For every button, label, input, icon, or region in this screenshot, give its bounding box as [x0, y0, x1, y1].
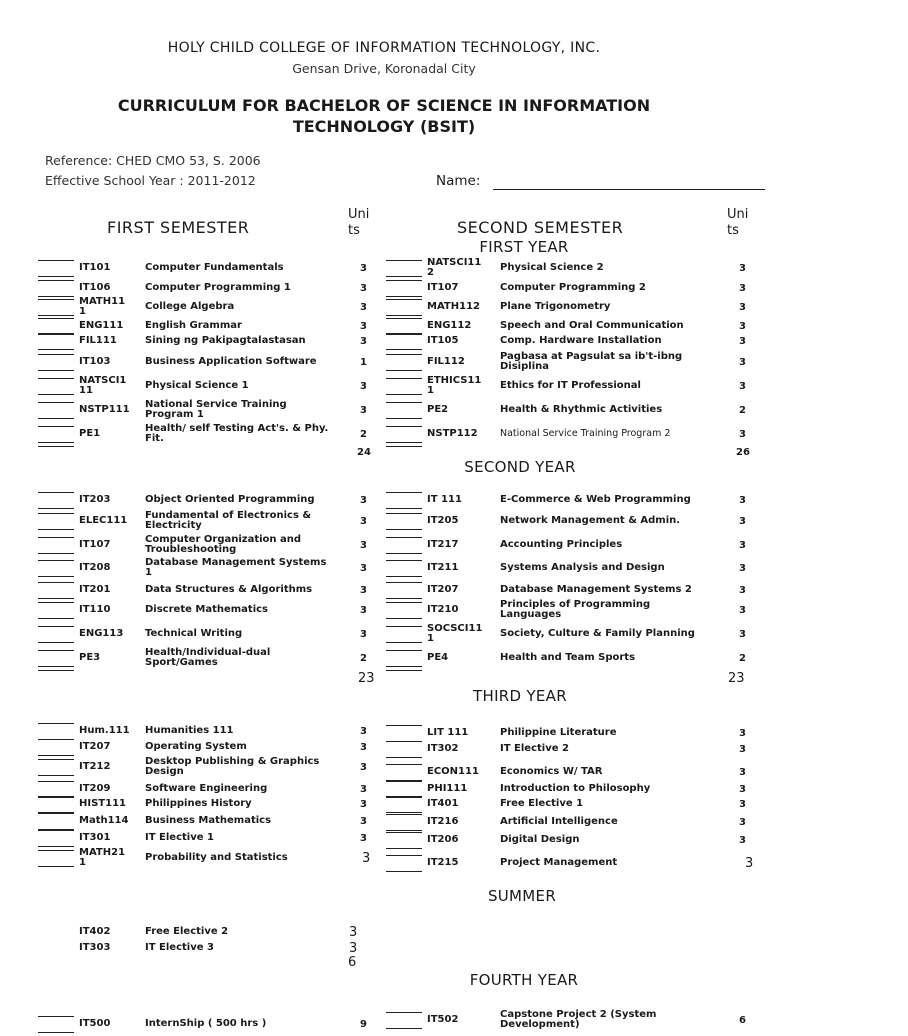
subject-units: 3 — [360, 562, 367, 574]
subject-description: Computer Fundamentals — [145, 262, 284, 273]
subject-code: ETHICS11 1 — [427, 375, 482, 396]
subject-description: Artificial Intelligence — [500, 816, 618, 827]
subject-units: 3 — [739, 335, 746, 347]
subject-code: NSTP111 — [79, 404, 130, 415]
subject-code: IT500 — [79, 1018, 111, 1029]
subject-code: IT 111 — [427, 494, 462, 505]
reference-text: Reference: CHED CMO 53, S. 2006 — [45, 153, 261, 168]
subject-code: FIL112 — [427, 356, 465, 367]
subject-code: PE1 — [79, 428, 101, 439]
subject-code: ENG111 — [79, 320, 124, 331]
subject-units: 3 — [360, 783, 367, 795]
subject-code: Math114 — [79, 815, 129, 826]
subject-description: Physical Science 1 — [145, 380, 249, 391]
subject-description: Digital Design — [500, 834, 580, 845]
subject-units: 3 — [739, 604, 746, 616]
subject-code: IT106 — [79, 282, 111, 293]
subject-description: Principles of Programming Languages — [500, 599, 651, 620]
subject-description: Business Mathematics — [145, 815, 272, 826]
subject-code: IT105 — [427, 335, 459, 346]
subject-units: 6 — [739, 1014, 746, 1026]
grade-blank-line[interactable] — [386, 378, 422, 395]
subject-units: 3 — [739, 380, 746, 392]
subject-description: Accounting Principles — [500, 539, 623, 550]
grade-blank-line[interactable] — [386, 537, 422, 554]
summer-heading: SUMMER — [487, 887, 557, 905]
subject-description: Introduction to Philosophy — [500, 783, 651, 794]
subject-description: Philippine Literature — [500, 727, 617, 738]
grade-blank-line[interactable] — [386, 582, 422, 599]
grade-blank-line[interactable] — [386, 602, 422, 619]
subject-units: 3 — [360, 584, 367, 596]
subject-description: Probability and Statistics — [145, 852, 288, 863]
subject-description: Business Application Software — [145, 356, 317, 367]
subject-units: 3 — [739, 584, 746, 596]
subject-units: 3 — [360, 628, 367, 640]
subject-code: NSTP112 — [427, 428, 478, 439]
subject-units: 3 — [739, 743, 746, 755]
subject-row — [0, 533, 768, 557]
subject-code: IT207 — [427, 584, 459, 595]
subject-code: IT401 — [427, 798, 459, 809]
subject-units: 9 — [360, 1018, 367, 1030]
grade-blank-line[interactable] — [386, 446, 422, 447]
subject-units: 3 — [360, 725, 367, 737]
subject-code: IT303 — [79, 942, 111, 953]
subject-row — [0, 646, 768, 670]
subject-units: 3 — [360, 539, 367, 551]
subject-description: Computer Programming 2 — [500, 282, 646, 293]
subject-units: 3 — [739, 515, 746, 527]
subject-code: IT302 — [427, 743, 459, 754]
grade-blank-line[interactable] — [386, 333, 422, 350]
grade-blank-line[interactable] — [386, 260, 422, 277]
subject-units: 3 — [739, 766, 746, 778]
subject-description: Discrete Mathematics — [145, 604, 269, 615]
subject-code: IT502 — [427, 1014, 459, 1025]
subject-description: IT Elective 1 — [145, 832, 214, 843]
subject-description: Network Management & Admin. — [500, 515, 681, 526]
subject-row — [0, 622, 768, 646]
subject-units: 3 — [739, 356, 746, 368]
school-name: HOLY CHILD COLLEGE OF INFORMATION TECHNOLOGY, INC. — [167, 40, 601, 56]
second-year-sem2-total: 23 — [728, 671, 745, 686]
name-field-line[interactable] — [493, 189, 765, 190]
subject-units: 3 — [349, 940, 358, 956]
subject-row — [0, 936, 768, 960]
units-heading-bottom: ts — [727, 223, 739, 238]
subject-units: 3 — [360, 380, 367, 392]
subject-code: Hum.111 — [79, 725, 130, 736]
subject-description: Database Management Systems 1 — [145, 557, 327, 578]
subject-units: 2 — [739, 652, 746, 664]
curriculum-title-line1: CURRICULUM FOR BACHELOR OF SCIENCE IN INFORMATION — [117, 96, 651, 115]
grade-blank-line[interactable] — [386, 560, 422, 577]
subject-description: Health and Team Sports — [500, 652, 636, 663]
subject-description: Health & Rhythmic Activities — [500, 404, 663, 415]
subject-description: Philippines History — [145, 798, 252, 809]
subject-code: HIST111 — [79, 798, 126, 809]
first-semester-heading: FIRST SEMESTER — [107, 218, 250, 237]
subject-code: NATSCI11 2 — [427, 257, 482, 278]
subject-description: Software Engineering — [145, 783, 268, 794]
subject-description: IT Elective 3 — [145, 942, 214, 953]
subject-description: Capstone Project 2 (System Development) — [500, 1009, 657, 1030]
summer-total: 6 — [348, 955, 357, 970]
subject-description: College Algebra — [145, 301, 235, 312]
subject-description: Object Oriented Programming — [145, 494, 315, 505]
name-label: Name: — [436, 173, 481, 189]
curriculum-title — [0, 95, 768, 137]
subject-code: SOCSCI11 1 — [427, 623, 483, 644]
subject-units: 3 — [360, 320, 367, 332]
subject-units: 3 — [360, 262, 367, 274]
subject-row — [0, 851, 768, 875]
subject-code: IT207 — [79, 741, 111, 752]
subject-description: Health/ self Testing Act's. & Phy. Fit. — [145, 423, 329, 444]
subject-units: 2 — [360, 652, 367, 664]
subject-row — [0, 1008, 768, 1032]
subject-code: IT209 — [79, 783, 111, 794]
subject-description: Humanities 111 — [145, 725, 234, 736]
grade-blank-line[interactable] — [38, 446, 74, 447]
subject-code: MATH11 1 — [79, 296, 126, 317]
subject-code: IT211 — [427, 562, 459, 573]
subject-row — [0, 509, 768, 533]
subject-description: Speech and Oral Communication — [500, 320, 684, 331]
subject-description: Society, Culture & Family Planning — [500, 628, 695, 639]
subject-units: 3 — [739, 301, 746, 313]
subject-code: PHI111 — [427, 783, 468, 794]
subject-description: E-Commerce & Web Programming — [500, 494, 691, 505]
subject-code: IT205 — [427, 515, 459, 526]
school-year-text: Effective School Year : 2011-2012 — [45, 173, 256, 188]
subject-row — [0, 398, 768, 422]
fourth-year-heading: FOURTH YEAR — [469, 971, 579, 989]
subject-units: 3 — [360, 604, 367, 616]
subject-code: IT210 — [427, 604, 459, 615]
school-address: Gensan Drive, Koronadal City — [292, 61, 476, 76]
subject-units: 3 — [360, 815, 367, 827]
subject-units: 3 — [360, 798, 367, 810]
subject-row — [0, 828, 768, 852]
subject-code: IT107 — [427, 282, 459, 293]
subject-description: Fundamental of Electronics & Electricity — [145, 510, 312, 531]
subject-code: ENG113 — [79, 628, 124, 639]
curriculum-title-line2: TECHNOLOGY (BSIT) — [292, 117, 476, 136]
second-year-sem1-total: 23 — [358, 671, 375, 686]
subject-units: 3 — [360, 335, 367, 347]
subject-code: FIL111 — [79, 335, 117, 346]
subject-units: 3 — [360, 761, 367, 773]
subject-code: PE3 — [79, 652, 101, 663]
subject-units: 3 — [360, 741, 367, 753]
subject-description: Sining ng Pakipagtalastasan — [145, 335, 306, 346]
grade-blank-line[interactable] — [386, 855, 422, 872]
subject-units: 3 — [739, 562, 746, 574]
subject-units: 3 — [360, 494, 367, 506]
subject-units: 3 — [745, 855, 754, 871]
subject-description: Data Structures & Algorithms — [145, 584, 313, 595]
subject-code: IT216 — [427, 816, 459, 827]
subject-row — [0, 422, 768, 446]
subject-units: 3 — [739, 494, 746, 506]
subject-units: 3 — [739, 798, 746, 810]
grade-blank-line[interactable] — [386, 741, 422, 758]
grade-blank-line[interactable] — [386, 650, 422, 667]
subject-description: National Service Training Program 1 — [145, 399, 287, 420]
grade-blank-line[interactable] — [38, 670, 74, 671]
grade-blank-line[interactable] — [386, 626, 422, 643]
subject-code: IT212 — [79, 761, 111, 772]
subject-code: MATH21 1 — [79, 847, 126, 868]
third-year-heading: THIRD YEAR — [473, 687, 567, 705]
subject-description: Comp. Hardware Installation — [500, 335, 662, 346]
subject-units: 3 — [739, 816, 746, 828]
units-heading-top: Uni — [348, 207, 370, 222]
units-heading-top: Uni — [727, 207, 749, 222]
subject-code: IT301 — [79, 832, 111, 843]
grade-blank-line[interactable] — [386, 402, 422, 419]
grade-blank-line[interactable] — [386, 426, 422, 443]
subject-description: Ethics for IT Professional — [500, 380, 641, 391]
units-heading-right — [727, 207, 748, 239]
subject-code: PE4 — [427, 652, 449, 663]
first-year-sem2-total: 26 — [736, 447, 750, 458]
subject-units: 2 — [360, 428, 367, 440]
subject-description: Free Elective 1 — [500, 798, 584, 809]
subject-units: 3 — [360, 301, 367, 313]
second-semester-heading: SECOND SEMESTER — [457, 218, 624, 237]
subject-units: 3 — [739, 428, 746, 440]
second-year-heading: SECOND YEAR — [464, 458, 576, 476]
subject-units: 3 — [739, 320, 746, 332]
subject-description: Free Elective 2 — [145, 926, 229, 937]
grade-blank-line[interactable] — [386, 670, 422, 671]
subject-units: 2 — [739, 404, 746, 416]
subject-units: 1 — [360, 356, 367, 368]
subject-units: 3 — [739, 783, 746, 795]
subject-description: Desktop Publishing & Graphics Design — [145, 756, 320, 777]
subject-description: Systems Analysis and Design — [500, 562, 665, 573]
subject-row — [0, 350, 768, 374]
units-heading-left — [348, 207, 369, 239]
grade-blank-line[interactable] — [386, 1012, 422, 1029]
subject-description: Technical Writing — [145, 628, 243, 639]
subject-units: 3 — [739, 262, 746, 274]
subject-units: 3 — [362, 850, 371, 866]
subject-units: 3 — [739, 282, 746, 294]
subject-description: Plane Trigonometry — [500, 301, 611, 312]
subject-description: National Service Training Program 2 — [500, 428, 671, 439]
subject-description: English Grammar — [145, 320, 242, 331]
subject-code: IT201 — [79, 584, 111, 595]
subject-row — [0, 737, 768, 761]
subject-code: NATSCI1 11 — [79, 375, 127, 396]
subject-description: InternShip ( 500 hrs ) — [145, 1018, 267, 1029]
first-year-heading: FIRST YEAR — [479, 238, 569, 256]
subject-units: 3 — [360, 832, 367, 844]
subject-code: IT217 — [427, 539, 459, 550]
subject-code: ELEC111 — [79, 515, 128, 526]
subject-code: LIT 111 — [427, 727, 469, 738]
subject-description: Project Management — [500, 857, 618, 868]
subject-code: IT206 — [427, 834, 459, 845]
subject-row — [0, 598, 768, 622]
subject-description: Database Management Systems 2 — [500, 584, 692, 595]
units-heading-bottom: ts — [348, 223, 360, 238]
subject-description: Operating System — [145, 741, 247, 752]
subject-code: MATH112 — [427, 301, 480, 312]
subject-code: IT215 — [427, 857, 459, 868]
subject-code: PE2 — [427, 404, 449, 415]
subject-units: 3 — [360, 515, 367, 527]
subject-description: Physical Science 2 — [500, 262, 604, 273]
subject-units: 3 — [739, 539, 746, 551]
grade-blank-line[interactable] — [386, 832, 422, 849]
subject-description: Pagbasa at Pagsulat sa ib't-ibng Disiplina — [500, 351, 683, 372]
subject-description: Computer Programming 1 — [145, 282, 291, 293]
first-year-sem1-total: 24 — [357, 447, 371, 458]
subject-description: Computer Organization and Troubleshooting — [145, 534, 302, 555]
subject-units: 3 — [739, 834, 746, 846]
subject-code: IT107 — [79, 539, 111, 550]
subject-code: IT203 — [79, 494, 111, 505]
subject-code: IT208 — [79, 562, 111, 573]
grade-blank-line[interactable] — [386, 513, 422, 530]
subject-description: Health/Individual-dual Sport/Games — [145, 647, 271, 668]
subject-code: ENG112 — [427, 320, 472, 331]
subject-units: 3 — [360, 282, 367, 294]
subject-row — [0, 556, 768, 580]
grade-blank-line[interactable] — [386, 354, 422, 371]
subject-code: IT101 — [79, 262, 111, 273]
subject-code: ECON111 — [427, 766, 479, 777]
subject-units: 3 — [349, 924, 358, 940]
subject-description: IT Elective 2 — [500, 743, 569, 754]
subject-units: 3 — [360, 404, 367, 416]
subject-units: 3 — [739, 628, 746, 640]
subject-code: IT103 — [79, 356, 111, 367]
subject-code: IT402 — [79, 926, 111, 937]
grade-blank-line[interactable] — [386, 492, 422, 509]
subject-description: Economics W/ TAR — [500, 766, 603, 777]
subject-row — [0, 374, 768, 398]
subject-code: IT110 — [79, 604, 111, 615]
subject-units: 3 — [739, 727, 746, 739]
